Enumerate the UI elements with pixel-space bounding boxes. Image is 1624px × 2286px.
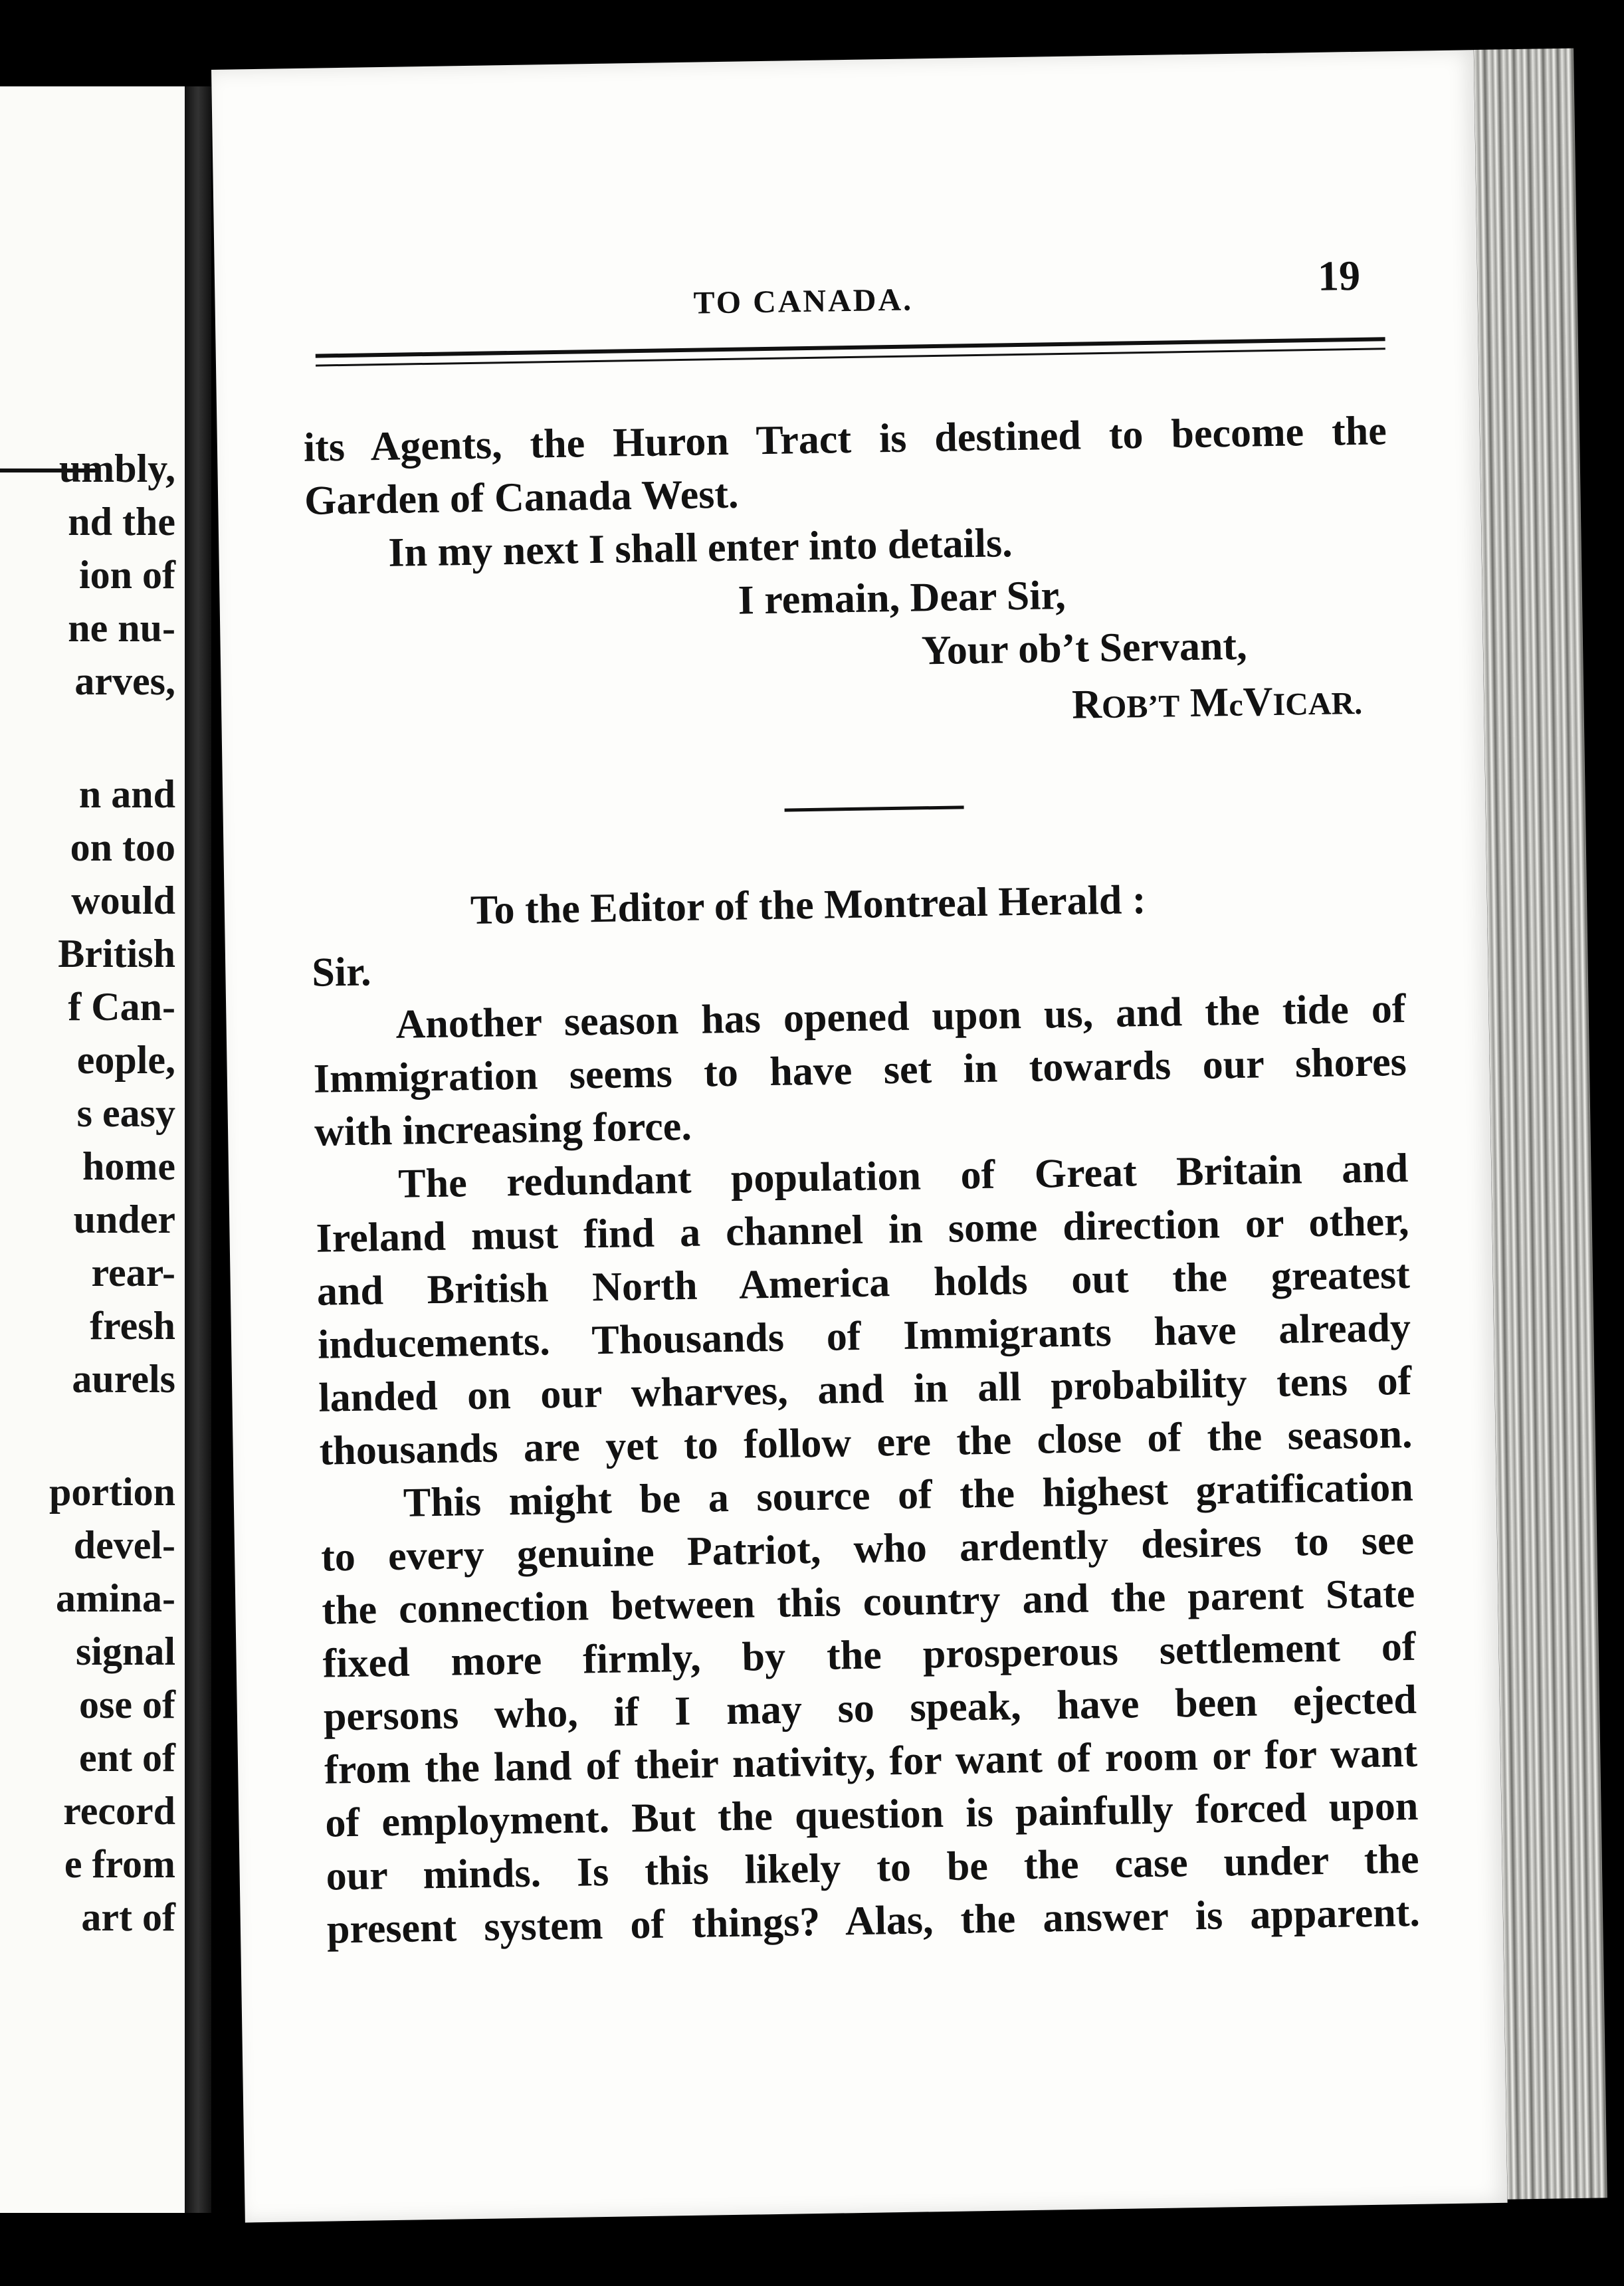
previous-page-line: rear- xyxy=(91,1251,175,1295)
letter-address: To the Editor of the Montreal Herald : xyxy=(470,877,1146,934)
previous-page-line: nd the xyxy=(68,500,175,544)
signature-part: OB’T xyxy=(1101,688,1180,726)
text-line: and British North America holds out the greatest xyxy=(316,1251,1411,1314)
previous-page-fragment xyxy=(0,86,185,2213)
previous-page-line: fresh xyxy=(90,1304,175,1348)
text-line: with increasing force. xyxy=(314,1103,692,1155)
text-line: landed on our wharves, and in all probability tens of xyxy=(318,1358,1412,1421)
text-line: This might be a source of the highest gratification xyxy=(403,1464,1414,1526)
section-separator xyxy=(785,805,964,811)
text-line: Garden of Canada West. xyxy=(304,471,740,524)
book-gutter xyxy=(185,86,211,2213)
previous-page-line: eople, xyxy=(76,1038,175,1082)
signature-part: ICAR. xyxy=(1272,685,1363,723)
previous-page-line: British xyxy=(58,932,175,976)
previous-page-line: e from xyxy=(64,1842,175,1886)
text-line: to every genuine Patriot, who ardently desires to see xyxy=(320,1517,1415,1580)
signature xyxy=(1072,680,1363,726)
letter-closing: I remain, Dear Sir, xyxy=(738,572,1066,623)
previous-page-line: aurels xyxy=(72,1357,175,1401)
previous-page-line: signal xyxy=(75,1629,175,1673)
previous-page-line: devel- xyxy=(73,1523,175,1567)
text-line: its Agents, the Huron Tract is destined to become the xyxy=(303,408,1387,470)
previous-page-line: n and xyxy=(78,772,175,816)
text-line: persons who, if I may so speak, have been ejected xyxy=(323,1677,1417,1740)
text-line: our minds. Is this likely to be the case under the xyxy=(326,1836,1420,1899)
header-rule xyxy=(316,348,1385,366)
previous-page-line: portion xyxy=(49,1470,175,1514)
previous-page-line: arves, xyxy=(74,659,175,703)
signature-part: V xyxy=(1243,679,1273,725)
letter-salutation: Sir. xyxy=(311,949,371,995)
previous-page-line: amina- xyxy=(56,1576,175,1620)
previous-page-line: under xyxy=(73,1197,175,1241)
text-line: fixed more firmly, by the prosperous settlement of xyxy=(322,1623,1417,1687)
text-line: Another season has opened upon us, and the tide of xyxy=(395,986,1406,1047)
previous-page-line: umbly, xyxy=(58,447,175,490)
text-line: The redundant population of Great Britain and xyxy=(397,1145,1409,1207)
signature-part: M xyxy=(1189,680,1229,726)
signature-part: c xyxy=(1228,687,1244,724)
previous-page-line: f Can- xyxy=(68,985,175,1029)
previous-page-line: record xyxy=(63,1789,175,1833)
page-number: 19 xyxy=(1317,251,1361,300)
previous-page-line: ne nu- xyxy=(68,606,175,650)
text-line: Immigration seems to have set in towards our shores xyxy=(313,1039,1407,1102)
text-line: thousands are yet to follow ere the close of the season. xyxy=(319,1411,1413,1474)
text-line: Ireland must find a channel in some direction or other, xyxy=(316,1198,1409,1261)
text-line: In my next I shall enter into details. xyxy=(387,520,1013,575)
signature-part: R xyxy=(1071,682,1102,728)
book-page xyxy=(211,50,1508,2222)
text-line: inducements. Thousands of Immigrants have already xyxy=(317,1304,1411,1368)
previous-page-line: s easy xyxy=(76,1091,175,1135)
previous-page-line: ent of xyxy=(79,1736,175,1780)
previous-page-line: on too xyxy=(70,825,175,869)
previous-page-line: art of xyxy=(81,1895,175,1939)
previous-page-line: home xyxy=(82,1144,175,1188)
previous-page-line: ion of xyxy=(78,553,175,597)
text-line: present system of things? Alas, the answer is apparent. xyxy=(326,1889,1421,1952)
running-head: TO CANADA. xyxy=(693,282,914,321)
previous-page-line: ose of xyxy=(79,1683,175,1726)
header-rule xyxy=(316,337,1385,358)
text-line: the connection between this country and the parent State xyxy=(321,1570,1415,1633)
text-line: from the land of their nativity, for want of room or for want xyxy=(324,1730,1418,1793)
previous-page-line: would xyxy=(71,879,175,922)
letter-closing: Your ob’t Servant, xyxy=(921,623,1248,674)
text-line: of employment. But the question is painfully forced upon xyxy=(324,1783,1419,1846)
